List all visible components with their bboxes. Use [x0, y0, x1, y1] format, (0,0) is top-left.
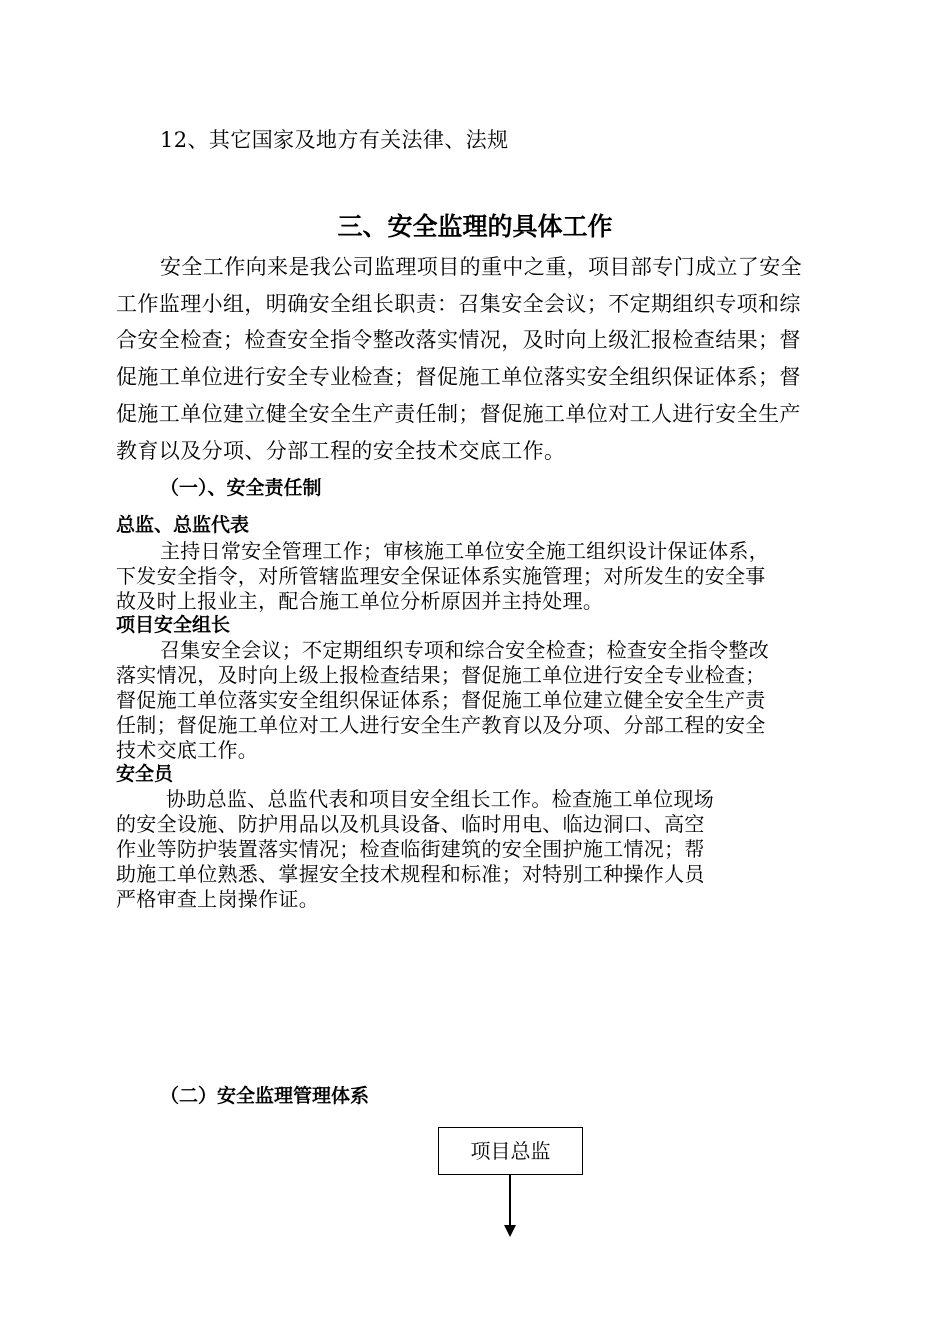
role-line: 严格审查上岗操作证。 — [116, 887, 319, 911]
role-title: 安全员 — [116, 763, 174, 785]
subsection-title: （二）安全监理管理体系 — [160, 1085, 370, 1107]
role-line: 召集安全会议；不定期组织专项和综合安全检查；检查安全指令整改 — [160, 638, 769, 662]
subsection-title: （一）、安全责任制 — [160, 477, 322, 499]
intro-line: 促施工单位建立健全安全生产责任制；督促施工单位对工人进行安全生产 — [116, 402, 801, 426]
intro-line: 安全工作向来是我公司监理项目的重中之重，项目部专门成立了安全 — [160, 255, 802, 279]
role-line: 故及时上报业主，配合施工单位分析原因并主持处理。 — [116, 589, 604, 613]
role-line: 督促施工单位落实安全组织保证体系；督促施工单位建立健全安全生产责 — [116, 688, 766, 712]
role-line: 主持日常安全管理工作；审核施工单位安全施工组织设计保证体系， — [160, 539, 769, 563]
role-line: 技术交底工作。 — [116, 738, 259, 762]
intro-line: 教育以及分项、分部工程的安全技术交底工作。 — [116, 439, 566, 463]
role-line: 作业等防护装置落实情况；检查临街建筑的安全围护施工情况；帮 — [116, 837, 705, 861]
flowchart-node-project-director — [438, 1127, 583, 1175]
role-title: 总监、总监代表 — [116, 514, 250, 536]
intro-line: 工作监理小组，明确安全组长职责：召集安全会议；不定期组织专项和综 — [116, 292, 801, 316]
intro-line: 促施工单位进行安全专业检查；督促施工单位落实安全组织保证体系；督 — [116, 365, 801, 389]
flowchart-node-label: 项目总监 — [470, 1139, 551, 1163]
role-line: 下发安全指令，对所管辖监理安全保证体系实施管理；对所发生的安全事 — [116, 564, 766, 588]
flowchart-connector-line — [509, 1175, 511, 1227]
role-line: 的安全设施、防护用品以及机具设备、临时用电、临边洞口、高空 — [116, 812, 705, 836]
arrow-down-icon — [504, 1225, 516, 1237]
law-item: 12、其它国家及地方有关法律、法规 — [160, 128, 509, 152]
role-line: 协助总监、总监代表和项目安全组长工作。检查施工单位现场 — [166, 787, 715, 811]
role-title: 项目安全组长 — [116, 614, 231, 636]
role-line: 任制；督促施工单位对工人进行安全生产教育以及分项、分部工程的安全 — [116, 713, 766, 737]
intro-line: 合安全检查；检查安全指令整改落实情况，及时向上级汇报检查结果；督 — [116, 328, 801, 352]
section-title: 三、安全监理的具体工作 — [337, 212, 613, 241]
role-line: 助施工单位熟悉、掌握安全技术规程和标准；对特别工种操作人员 — [116, 862, 705, 886]
role-line: 落实情况，及时向上级上报检查结果；督促施工单位进行安全专业检查； — [116, 663, 766, 687]
